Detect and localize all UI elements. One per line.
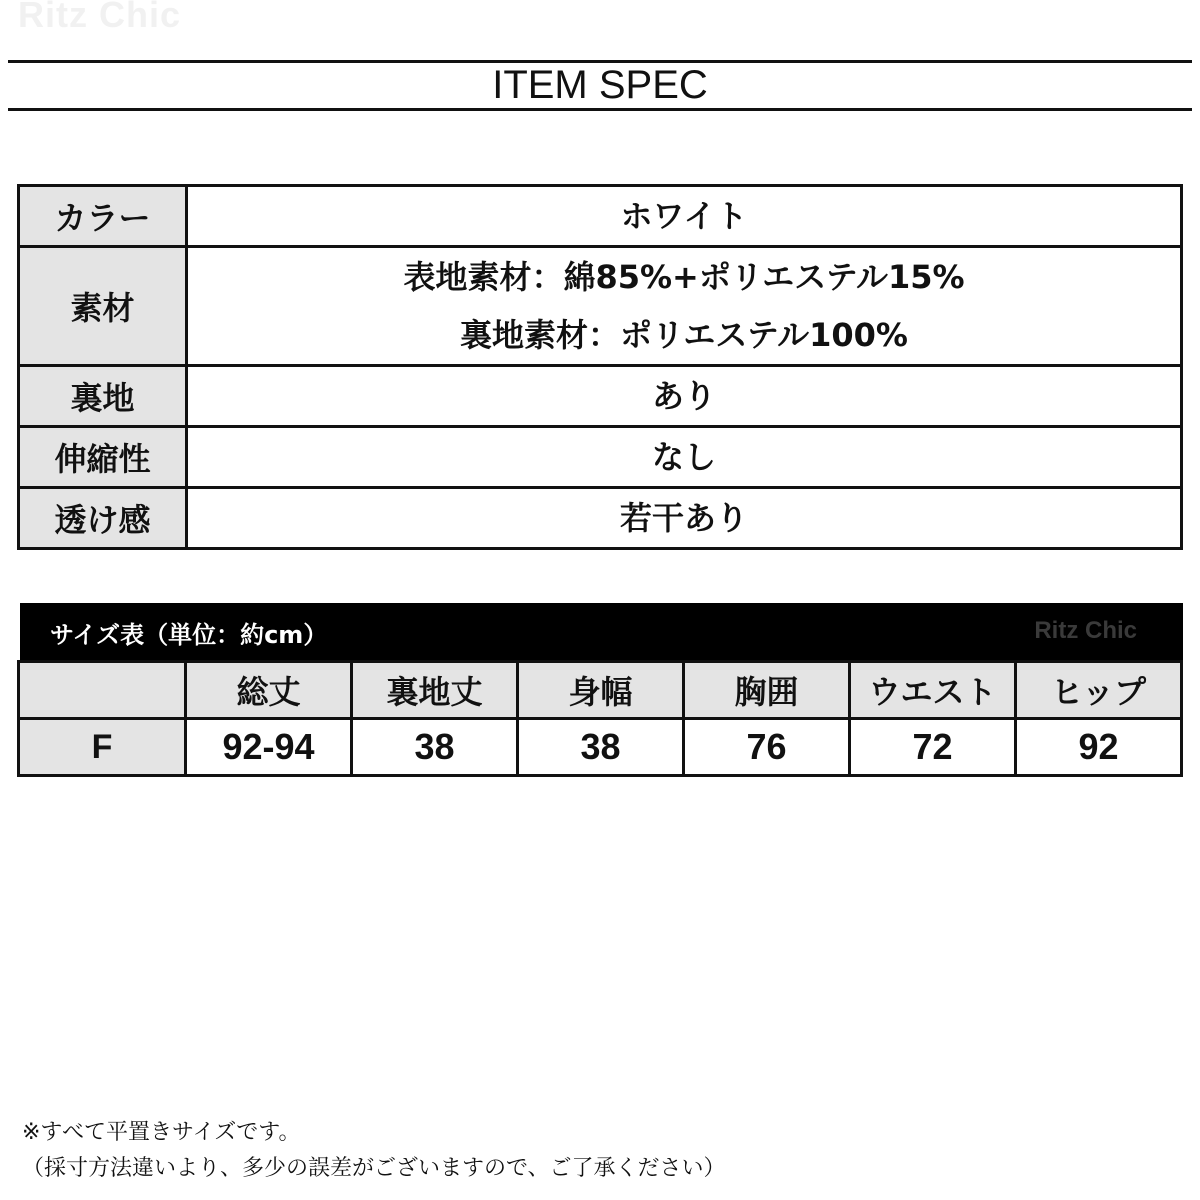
- spec-value-lining: [187, 366, 1182, 427]
- spec-label-lining: 裏地: [19, 366, 187, 427]
- spec-value-color: [187, 186, 1182, 247]
- size-column-header: ウエスト: [850, 662, 1016, 719]
- size-table-brand: Ritz Chic: [1034, 617, 1137, 644]
- spec-table: [17, 184, 1183, 550]
- size-column-header: 胸囲: [684, 662, 850, 719]
- spec-label-stretch: 伸縮性: [19, 427, 187, 488]
- spec-value-line: なし: [651, 438, 716, 476]
- size-value-cell: 72: [850, 719, 1016, 776]
- size-column-header: ヒップ: [1016, 662, 1182, 719]
- spec-value-line: 裏地素材：ポリエステル100%: [460, 316, 908, 354]
- spec-value-sheerness: [187, 488, 1182, 549]
- size-value-cell: 92: [1016, 719, 1182, 776]
- size-table-header-row: [19, 662, 1182, 719]
- size-column-header: 総丈: [186, 662, 352, 719]
- page-title: ITEM SPEC: [492, 63, 708, 107]
- size-value-cell: 38: [352, 719, 518, 776]
- size-value-cell: 76: [684, 719, 850, 776]
- spec-value-line: あり: [651, 377, 716, 415]
- spec-value-material: [187, 247, 1182, 366]
- table-row: [19, 719, 1182, 776]
- size-column-header: 裏地丈: [352, 662, 518, 719]
- spec-label-sheerness: 透け感: [19, 488, 187, 549]
- size-table: [17, 660, 1183, 777]
- spec-row-color: [19, 186, 1182, 247]
- spec-value-line: 表地素材：綿85%+ポリエステル15%: [403, 258, 965, 296]
- spec-value-stretch: [187, 427, 1182, 488]
- size-table-title: サイズ表（単位：約cm）: [50, 621, 328, 649]
- spec-label-material: 素材: [19, 247, 187, 366]
- note-line: （採寸方法違いより、多少の誤差がございますので、ご了承ください）: [22, 1156, 726, 1181]
- note-line: ※すべて平置きサイズです。: [22, 1120, 301, 1145]
- spec-row-material: [19, 247, 1182, 366]
- title-rule-bottom: [8, 108, 1192, 111]
- size-row-label: F: [19, 719, 186, 776]
- spec-row-stretch: [19, 427, 1182, 488]
- size-value-cell: 92-94: [186, 719, 352, 776]
- spec-label-color: カラー: [19, 186, 187, 247]
- size-table-corner-cell: [19, 662, 186, 719]
- size-column-header: 身幅: [518, 662, 684, 719]
- size-table-header-bar: [20, 603, 1183, 660]
- spec-value-line: ホワイト: [620, 197, 748, 235]
- measurement-notes: [22, 1115, 726, 1187]
- spec-row-sheerness: [19, 488, 1182, 549]
- spec-value-line: 若干あり: [619, 499, 748, 537]
- brand-watermark: Ritz Chic: [18, 0, 182, 35]
- spec-row-lining: [19, 366, 1182, 427]
- size-value-cell: 38: [518, 719, 684, 776]
